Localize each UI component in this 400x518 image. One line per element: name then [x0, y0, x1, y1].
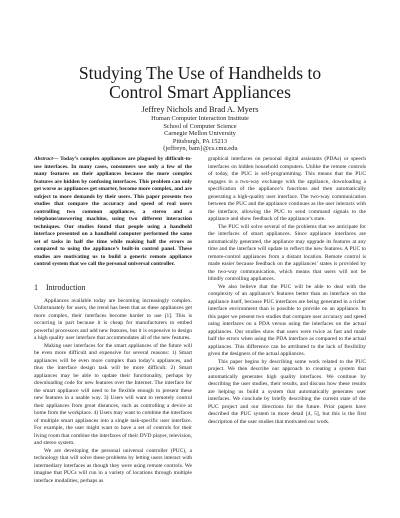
affiliation-school: School of Computer Science [163, 122, 237, 130]
paragraph: Appliances available today are becoming increasingly complex. Unfortunately for users, the trend has been that as these appliances get more complex, their interfaces become harder to use [1]. This is occurring in part because it is cheap for manufacturers to embed powerful processors and add new features, but it is expensive to design a high quality user interface that accommodates all of the new features. [34, 297, 192, 341]
paragraph: Making user interfaces for the smart appliances of the future will be even more difficult and expensive for several reasons: 1) Smart appliances will be even more complex than today’s appliances, and thus the interface design task will be more difficult. 2) Smart appliances may be able to update their functionality, perhaps by downloading code for new features over the Internet. The interface for the smart appliance will need to be flexible enough to present these new features in a usable way. 3) Users will want to remotely control their appliances from great distances, such as controlling a device at home from the workplace. 4) Users may want to combine the interfaces of multiple smart appliances into a single task-specific user interface. For example, the user might want to have a set of controls for their living room that combine the interfaces of their DVD player, television, and stereo system. [34, 342, 192, 446]
section-heading [34, 283, 192, 292]
paper-title-line-2: Control Smart Appliances [109, 82, 291, 102]
affiliation-address: Pittsburgh, PA 15213 [172, 137, 228, 145]
affiliation-institute: Human Computer Interaction Institute [151, 115, 249, 122]
paragraph: This paper begins by describing some work related to the PUC project. We then describe our approach to creating a system that automatically generates high quality interfaces. We continue by describing the user studies, their results, and discuss how these results are helping us build a system that automatically generates user interfaces. We conclude by briefly describing the current state of the PUC project and our directions for the future. Prior papers have described the PUC system in more detail [4, 5], but this is the first description of the user studies that motivated our work. [208, 358, 366, 425]
abstract-label: Abstract [34, 156, 53, 162]
paper-title-line-1: Studying The Use of Handhelds to [78, 63, 322, 83]
abstract-text: — Today’s complex appliances are plagued by difficult-to-use interfaces. In many cases, consumers use only a few of the many features on their appliances because the more complex features are hidden by confusing interfaces. This problem can only get worse as appliances get smarter, become more complex, and are subject to more demands by their users. This paper presents two studies that compare the accuracy and speed of real users controlling two common appliances, a stereo and a telephone/answering machine, using two different interaction techniques. Our studies found that people using a handheld interface presented on a handheld computer performed the same set of tasks in half the time while making half the errors as compared to using the appliance’s built-in control panel. These studies are motivating us to build a generic remote appliance control system that we call the personal universal controller. [34, 156, 192, 267]
abstract [34, 156, 192, 269]
paragraph: The PUC will solve several of the problems that we anticipate for the interfaces of smart appliances. Since appliance interfaces are automatically generated, the appliance may upgrade its features at any time and the interface will update to reflect the new features. A PUC to remote-control appliances from a distant location. Remote control is made easier because feedback on the appliances’ states is provided by the two-way communication, which means that users will not be blindly controlling appliances. [208, 223, 366, 282]
affiliation-university: Carnegie Mellon University [164, 130, 236, 137]
authors: Jeffrey Nichols and Brad A. Myers [141, 105, 259, 114]
section-number: 1 [34, 282, 38, 292]
right-column [208, 156, 366, 426]
section-title: Introduction [46, 282, 86, 292]
paragraph: graphical interfaces on personal digital assistants (PDAs) or speech interfaces on hidden household computers. Unlike the remote controls of today, the PUC is self-programming. This means that the PUC engages in a two-way exchange with the appliance, downloading a specification of the appliance’s functions and then automatically generating a high-quality user interface. The two-way communication between the PUC and the appliance continues as the user interacts with the interface, allowing the PUC to send command signals to the appliance and show feedback of the appliance’s state. [208, 156, 366, 222]
paragraph: We also believe that the PUC will be able to deal with the complexity of an appliance’s features better than an interface on the appliance itself, because PUC interfaces are being generated in a richer interface environment than is possible to provide on an appliance. In this paper we present two studies that compare user accuracy and speed using interfaces on a PDA versus using the interfaces on the actual appliances. Our studies show that users were twice as fast and made half the errors when using the PDA interface as compared to the actual appliances. This difference can be attributed to the lack of flexibility given the designers of the actual appliances. [208, 283, 366, 357]
paragraph: We are developing the personal universal controller (PUC), a technology that will solve these problems by letting users interact with intermediary interfaces as though they were using remote controls. We imagine that PUCs will run in a variety of locations through multiple interface modalities, perhaps as [34, 447, 192, 484]
author-emails: {jeffreyn, bam}@cs.cmu.edu [162, 145, 238, 152]
left-column [34, 156, 192, 485]
